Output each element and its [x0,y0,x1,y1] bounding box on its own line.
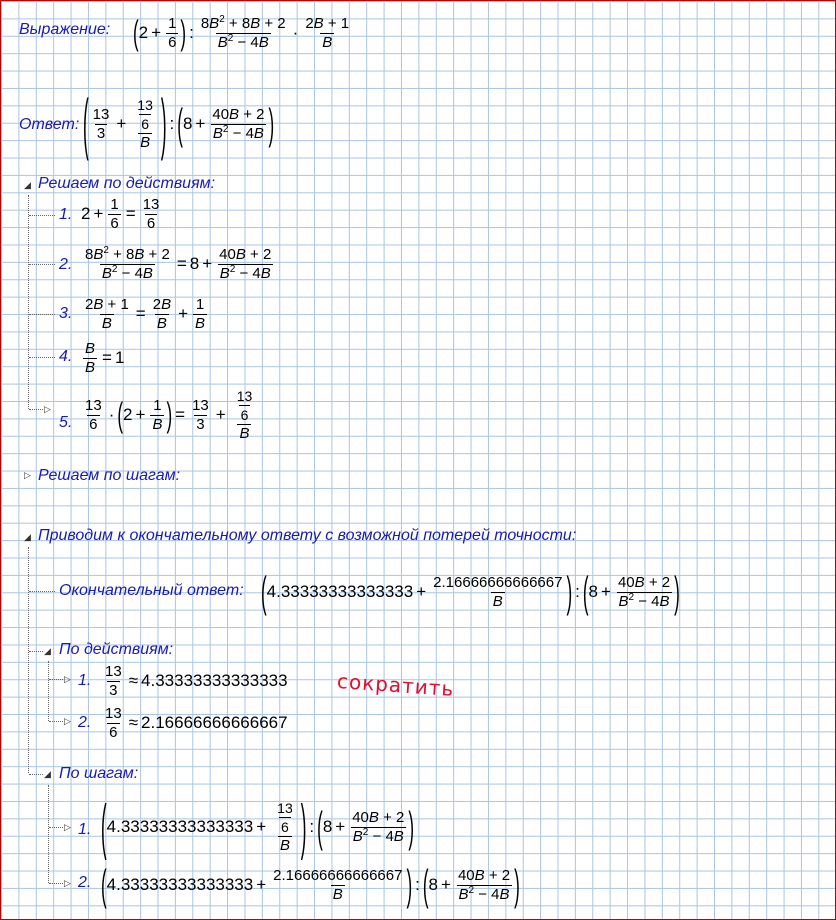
answer-label: Ответ: [19,116,80,133]
step-number: 2. [78,714,92,731]
tree-line [28,547,29,773]
approx-by-steps-1: ( 4.33333333333333 + $\frac{\frac{13}{6}}{B}$ ) : ( 8 + $\frac{40B + 2}{B^2 - 4B}$ ) [101,792,415,862]
tree-branch [29,215,55,216]
step-2-formula: $\frac{8B^2 + 8B + 2}{B^2 - 4B}$ = 8 + $\frac{40B + 2}{B^2 - 4B}$ [85,244,272,282]
expand-triangle-icon[interactable]: ▷ [24,470,31,480]
step-number: 1. [78,672,92,689]
collapse-triangle-icon[interactable]: ◢ [24,180,31,190]
tree-line [48,661,49,721]
by-steps-header[interactable]: Решаем по шагам: [38,467,181,484]
approx-value: 4.33333333333333 [106,817,254,836]
step-4-formula: $\frac{B}{B}$ = 1 [85,339,125,376]
approx-value: 4.33333333333333 [141,671,288,690]
approx-value: 2.16666666666667 [273,866,403,884]
tree-branch [29,357,55,358]
collapse-triangle-icon[interactable]: ◢ [24,532,31,542]
tree-branch [49,827,63,828]
collapse-triangle-icon[interactable]: ◢ [44,646,51,656]
tree-branch [49,883,63,884]
tree-branch [29,264,55,265]
by-actions-header[interactable]: Решаем по действиям: [38,175,216,192]
sub-by-steps-header[interactable]: По шагам: [59,765,139,782]
step-3-formula: $\frac{2B + 1}{B}$ = $\frac{2B}{B}$ + $\frac{1}{B}$ [85,295,206,332]
step-1-formula: 2 + $\frac{1}{6}$ = $\frac{13}{6}$ [81,195,160,232]
final-answer-label: Окончательный ответ: [59,582,244,599]
expand-triangle-icon[interactable]: ▷ [64,878,71,888]
approx-value: 4.33333333333333 [106,875,254,894]
handwritten-annotation: сократить [336,668,456,702]
collapse-triangle-icon[interactable]: ◢ [44,769,51,779]
step-number: 3. [59,305,73,322]
approx-step-2: $\frac{13}{6}$ ≈ 2.16666666666667 [105,704,288,741]
step-number: 5. [59,414,73,431]
sub-by-actions-header[interactable]: По действиям: [59,641,174,658]
tree-branch [29,314,55,315]
step-5-formula: $\frac{13}{6}$ · ( 2 + $\frac{1}{B}$ ) = $\frac{13}{3}$ + $\frac{\frac{13}{6}}{B}$ [85,388,253,442]
tree-branch [49,679,63,680]
approx-step-1: $\frac{13}{3}$ ≈ 4.33333333333333 [105,662,288,699]
approx-value: 2.16666666666667 [141,713,288,732]
tree-branch [29,591,55,592]
expression-label: Выражение: [19,21,111,38]
expand-triangle-icon[interactable]: ▷ [64,822,71,832]
final-approx-value: 2.16666666666667 [433,573,563,591]
step-number: 2. [78,874,92,891]
final-approx-value: 4.33333333333333 [266,582,414,601]
expression-formula: ( 2 + $\frac{1}{6}$ ) : $\frac{8B^2 + 8B + 2}{B^2 - 4B}$ · $\frac{2B + 1}{B}$ [133,13,350,52]
answer-formula: ( $\frac{13}{3}$ + $\frac{\frac{13}{6}}{B}$ ) : ( 8 + $\frac{40B + 2}{B^2 - 4B}$ ) [83,86,275,162]
step-number: 2. [59,256,73,273]
final-section-header[interactable]: Приводим к окончательному ответу с возможной потерей точности: [38,527,577,544]
tree-line [28,195,29,409]
tree-branch [29,651,43,652]
step-number: 1. [59,206,73,223]
tree-branch [49,721,63,722]
expand-triangle-icon[interactable]: ▷ [44,404,51,414]
expand-triangle-icon[interactable]: ▷ [64,674,71,684]
final-answer-formula: ( 4.33333333333333 + $\frac{2.16666666666667}{B}$ ) : ( 8 + $\frac{40B + 2}{B^2 - 4B}$ ) [261,568,680,616]
tree-branch [29,409,43,410]
tree-line [48,785,49,883]
expand-triangle-icon[interactable]: ▷ [64,716,71,726]
step-number: 4. [59,348,73,365]
approx-by-steps-2: ( 4.33333333333333 + $\frac{2.16666666666667}{B}$ ) : ( 8 + $\frac{40B + 2}{B^2 - 4B}$ ) [101,861,520,909]
step-number: 1. [78,821,92,838]
tree-branch [29,774,43,775]
